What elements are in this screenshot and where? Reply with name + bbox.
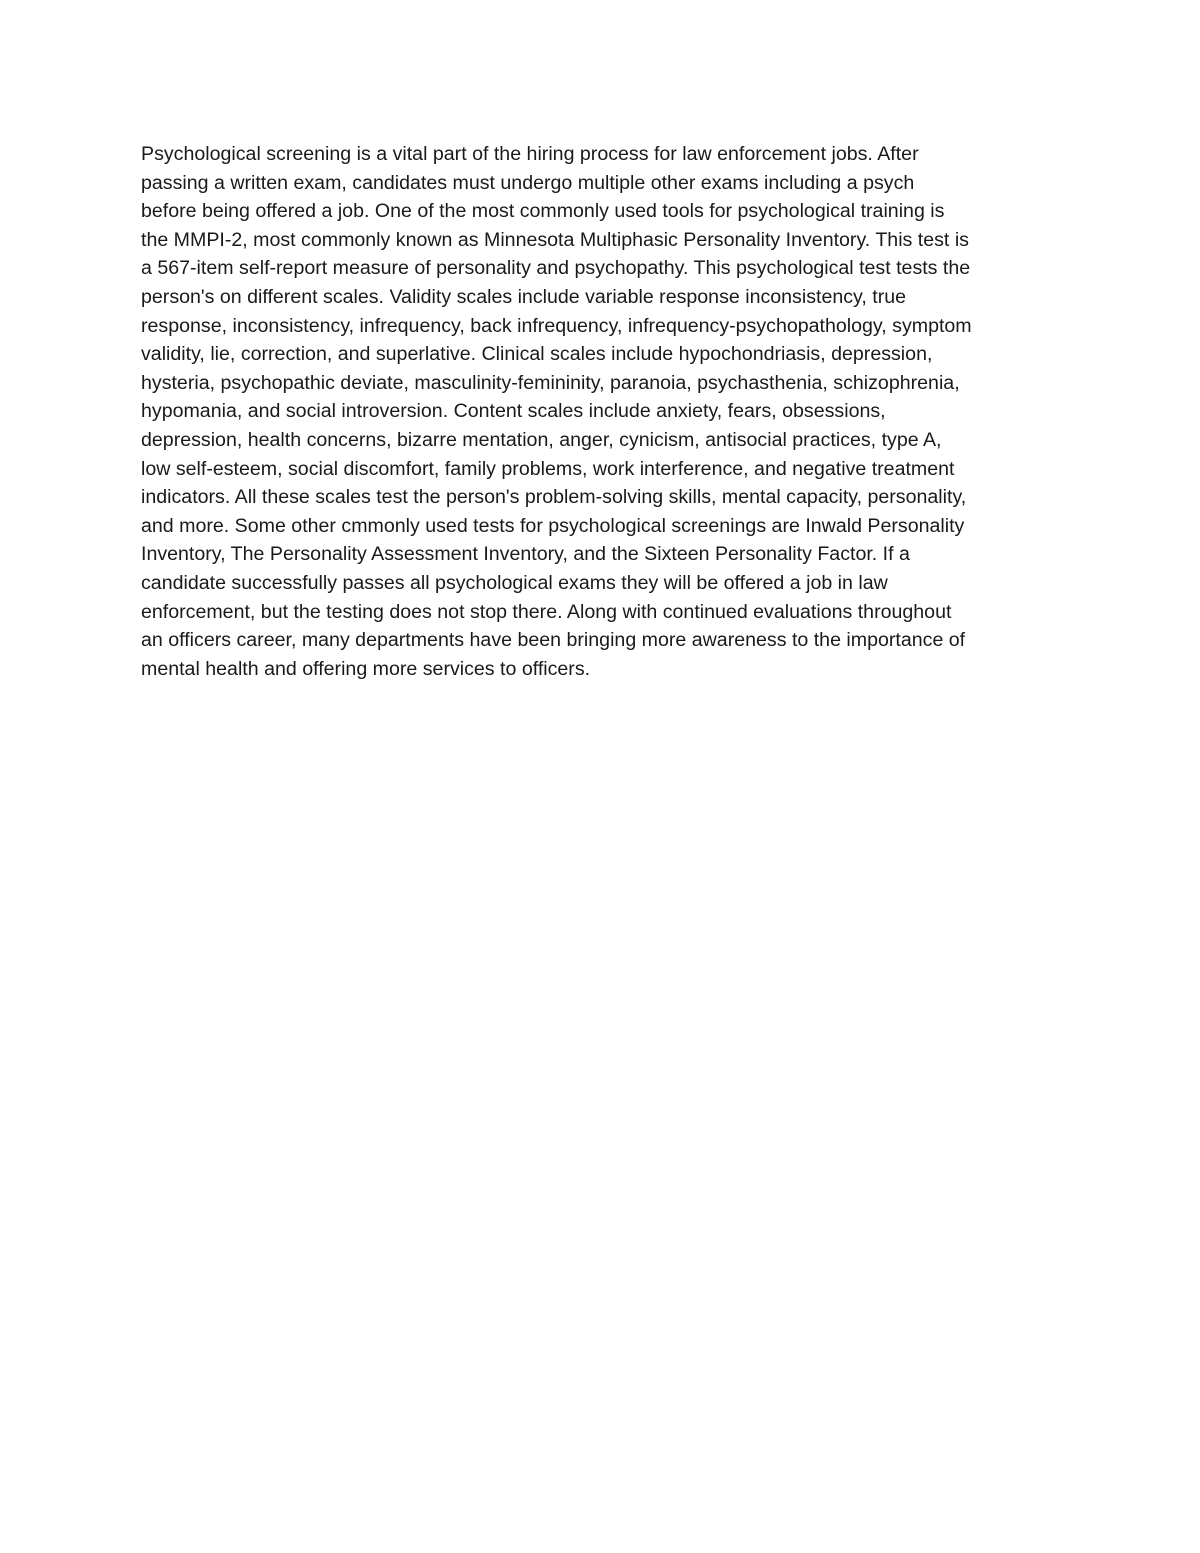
paragraph-line: depression, health concerns, bizarre mentation, anger, cynicism, antisocial practices, type A,: [141, 428, 942, 451]
paragraph-line: the MMPI-2, most commonly known as Minnesota Multiphasic Personality Inventory. This test is: [141, 228, 969, 251]
paragraph-line: Inventory, The Personality Assessment Inventory, and the Sixteen Personality Factor. If a: [141, 543, 910, 566]
body-paragraph: [141, 140, 1071, 683]
paragraph-line: and more. Some other cmmonly used tests for psychological screenings are Inwald Personality: [141, 514, 965, 537]
paragraph-line: low self-esteem, social discomfort, family problems, work interference, and negative treatment: [141, 457, 955, 480]
paragraph-line: response, inconsistency, infrequency, back infrequency, infrequency-psychopathology, symptom: [141, 314, 972, 337]
paragraph-line: hypomania, and social introversion. Content scales include anxiety, fears, obsessions,: [141, 400, 886, 423]
paragraph-line: person's on different scales. Validity scales include variable response inconsistency, true: [141, 285, 907, 308]
paragraph-line: hysteria, psychopathic deviate, masculinity-femininity, paranoia, psychasthenia, schizophrenia,: [141, 371, 960, 394]
paragraph-line: mental health and offering more services to officers.: [141, 657, 591, 680]
paragraph-line: indicators. All these scales test the person's problem-solving skills, mental capacity, personality,: [141, 486, 967, 509]
paragraph-line: passing a written exam, candidates must undergo multiple other exams including a psych: [141, 171, 915, 194]
paragraph-line: an officers career, many departments have been bringing more awareness to the importance of: [141, 629, 966, 652]
paragraph-line: Psychological screening is a vital part of the hiring process for law enforcement jobs. After: [141, 143, 919, 165]
paragraph-line: validity, lie, correction, and superlative. Clinical scales include hypochondriasis, depression,: [141, 343, 933, 366]
paragraph-line: candidate successfully passes all psychological exams they will be offered a job in law: [141, 571, 888, 594]
paragraph-line: a 567-item self-report measure of personality and psychopathy. This psychological test tests the: [141, 257, 971, 280]
paragraph-line: before being offered a job. One of the most commonly used tools for psychological training is: [141, 200, 945, 223]
paragraph-line: enforcement, but the testing does not stop there. Along with continued evaluations throughout: [141, 600, 952, 623]
